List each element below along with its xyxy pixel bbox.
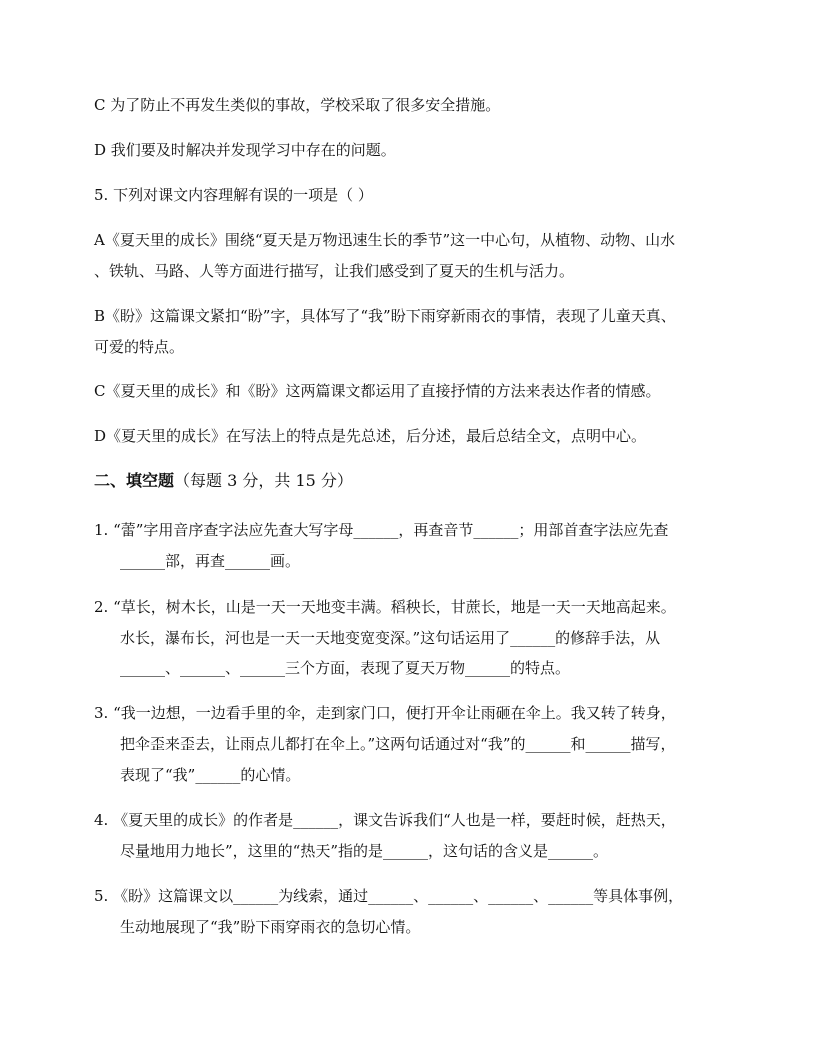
fill-q3-line1: 3. “我一边想，一边看手里的伞，走到家门口，便打开伞让雨砸在伞上。我又转了转身， <box>94 704 676 722</box>
question-5-stem: 5. 下列对课文内容理解有误的一项是（ ） <box>94 186 373 204</box>
fill-q1-line1: 1. “蕾”字用音序查字法应先查大写字母______，再查音节______；用部首查字法应先查 <box>94 521 669 539</box>
fill-q2-line1: 2. “草长，树木长，山是一天一天地变丰满。稻秧长，甘蔗长，地是一天一天地高起来。 <box>94 598 676 616</box>
fill-q4-line1: 4. 《夏天里的成长》的作者是______，课文告诉我们“人也是一样，要赶时候，赶热天， <box>94 811 676 829</box>
fill-q2-line3: ______、______、______三个方面，表现了夏天万物______的特点。 <box>120 659 571 677</box>
section-heading <box>94 471 353 491</box>
q5-option-b-line1: B《盼》这篇课文紧扣“盼”字，具体写了“我”盼下雨穿新雨衣的事情，表现了儿童天真、 <box>94 307 676 325</box>
fill-q3-line3: 表现了“我”______的心情。 <box>120 766 301 784</box>
q5-option-d: D《夏天里的成长》在写法上的特点是先总述，后分述，最后总结全文，点明中心。 <box>94 427 647 445</box>
q5-option-b-line2: 可爱的特点。 <box>94 338 185 356</box>
fill-q1-line2: ______部，再查______画。 <box>120 552 301 570</box>
q5-option-a-line1: A《夏天里的成长》围绕“夏天是万物迅速生长的季节”这一中心句，从植物、动物、山水 <box>94 231 676 249</box>
option-c-prev: C 为了防止不再发生类似的事故，学校采取了很多安全措施。 <box>94 96 501 114</box>
fill-q5-line2: 生动地展现了“我”盼下雨穿雨衣的急切心情。 <box>120 918 421 936</box>
fill-q5-line1: 5. 《盼》这篇课文以______为线索，通过______、______、______、______等具体事例， <box>94 887 684 905</box>
q5-option-c: C《夏天里的成长》和《盼》这两篇课文都运用了直接抒情的方法来表达作者的情感。 <box>94 382 661 400</box>
fill-q3-line2: 把伞歪来歪去，让雨点儿都打在伞上。”这两句话通过对“我”的______和______描写， <box>120 735 676 753</box>
fill-q4-line2: 尽量地用力地长”，这里的“热天”指的是______，这句话的含义是______。 <box>120 842 609 860</box>
section-title: 二、填空题 <box>94 471 175 490</box>
fill-q2-line2: 水长，瀑布长，河也是一天一天地变宽变深。”这句话运用了______的修辞手法，从 <box>120 629 661 647</box>
section-score: （每题 3 分，共 15 分） <box>174 471 353 490</box>
option-d-prev: D 我们要及时解决并发现学习中存在的问题。 <box>94 141 396 159</box>
q5-option-a-line2: 、铁轨、马路、人等方面进行描写，让我们感受到了夏天的生机与活力。 <box>94 262 575 280</box>
